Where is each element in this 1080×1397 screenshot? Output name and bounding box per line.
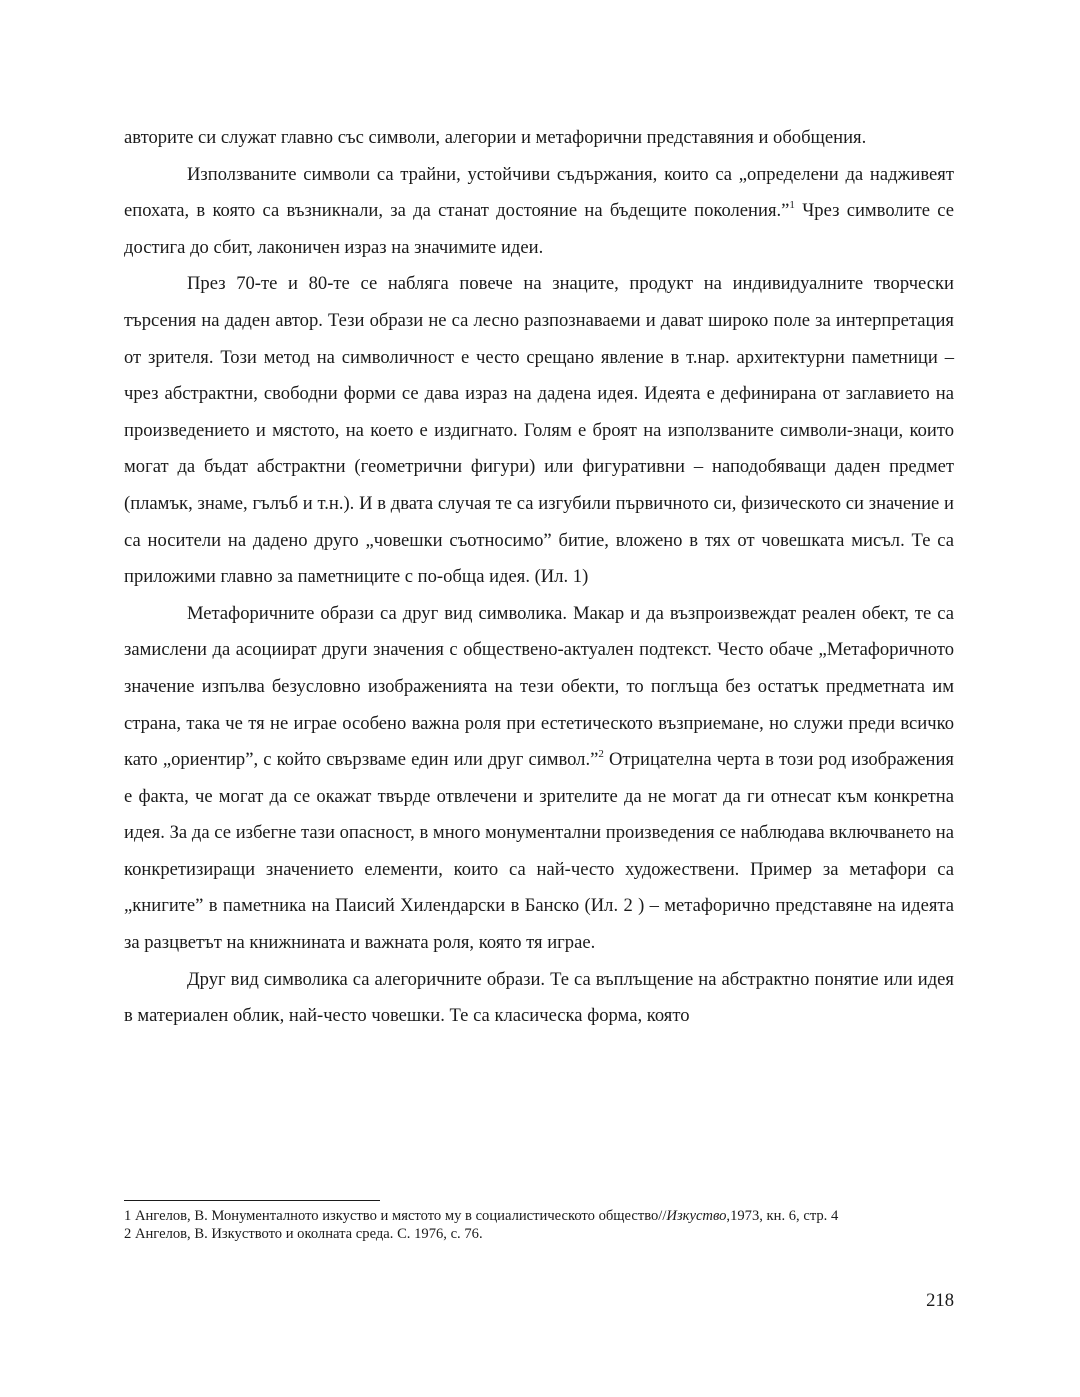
paragraph-2: [124, 157, 954, 267]
footnote-1-italic: Изкуство: [666, 1208, 727, 1224]
paragraph-5-text: Друг вид символика са алегоричните образи. Те са въплъщение на абстрактно понятие или идея в материален облик, най-често човешки. Те са класическа форма, която: [124, 968, 954, 1027]
paragraph-2-text: Използваните символи са трайни, устойчиви съдържания, които са „определени да надживеят епохата, в която са възникнали, за да станат достояние на бъдещите поколения.”: [124, 163, 954, 222]
paragraph-3-text: През 70-те и 80-те се набляга повече на знаците, продукт на индивидуалните творчески търсения на даден автор. Тези образи не са лесно разпознаваеми и дават широко поле за интерпретация от зрителя. Този метод на символичност е често срещано явление в т.нар. архитектурни паметници – чрез абстрактни, свободни форми се дава израз на дадена идея. Идеята е дефинирана от заглавието на произведението и мястото, на което е издигнато. Голям е броят на използваните символи-знаци, които могат да бъдат абстрактни (геометрични фигури) или фигуративни – наподобяващи даден предмет (пламък, знаме, гълъб и т.н.). И в двата случая те са изгубили първичното си, физическото си значение и са носители на дадено друго „човешки съотносимо” битие, вложено в тях от човешката мисъл. Те са приложими главно за паметниците с по-обща идея. (Ил. 1): [124, 273, 954, 588]
page-body: [124, 120, 954, 1035]
paragraph-3: [124, 266, 954, 595]
footnote-ref-2[interactable]: 2: [598, 747, 604, 760]
footnote-1-text: 1 Ангелов, В. Монументалното изкуство и мястото му в социалистическото общество//: [124, 1208, 667, 1224]
footnote-divider: [124, 1200, 380, 1201]
footnote-1-text-cont: ,1973, кн. 6, стр. 4: [726, 1208, 839, 1224]
paragraph-4-text: Метафоричните образи са друг вид символика. Макар и да възпроизвеждат реален обект, те са замислени да асоциират други значения с обществено-актуален подтекст. Често обаче „Метафоричното значение изпълва безусловно изображенията на тези обекти, то поглъща без остатък предметната им страна, така че тя не играе особено важна роля при естетическото възприемане, но служи преди всичко като „ориентир”, с който свързваме един или друг символ.”: [124, 602, 954, 771]
footnote-2: [124, 1225, 954, 1243]
paragraph-1: [124, 120, 954, 157]
paragraph-5: [124, 962, 954, 1035]
page-number: 218: [926, 1290, 954, 1311]
footnote-ref-1[interactable]: 1: [789, 198, 795, 211]
paragraph-1-text: авторите си служат главно със символи, алегории и метафорични представяния и обобщения.: [124, 127, 867, 148]
paragraph-4-text-cont: Отрицателна черта в този род изображения е факта, че могат да се окажат твърде отвлечени и зрителите да не могат да ги отнесат към конкретна идея. За да се избегне тази опасност, в много монументални произведения се наблюдава включването на конкретизиращи значението елементи, които са най-често художествени. Пример за метафори са „книгите” в паметника на Паисий Хилендарски в Банско (Ил. 2 ) – метафорично представяне на идеята за разцветът на книжнината и важната роля, която тя играе.: [124, 749, 954, 954]
footnote-2-text: 2 Ангелов, В. Изкуството и околната среда. С. 1976, с. 76.: [124, 1226, 483, 1242]
paragraph-4: [124, 596, 954, 962]
paragraph-2-text-cont: Чрез символите се достига до сбит, лаконичен израз на значимите идеи.: [124, 200, 954, 258]
footnotes-section: [124, 1200, 954, 1243]
footnote-1: [124, 1207, 954, 1225]
